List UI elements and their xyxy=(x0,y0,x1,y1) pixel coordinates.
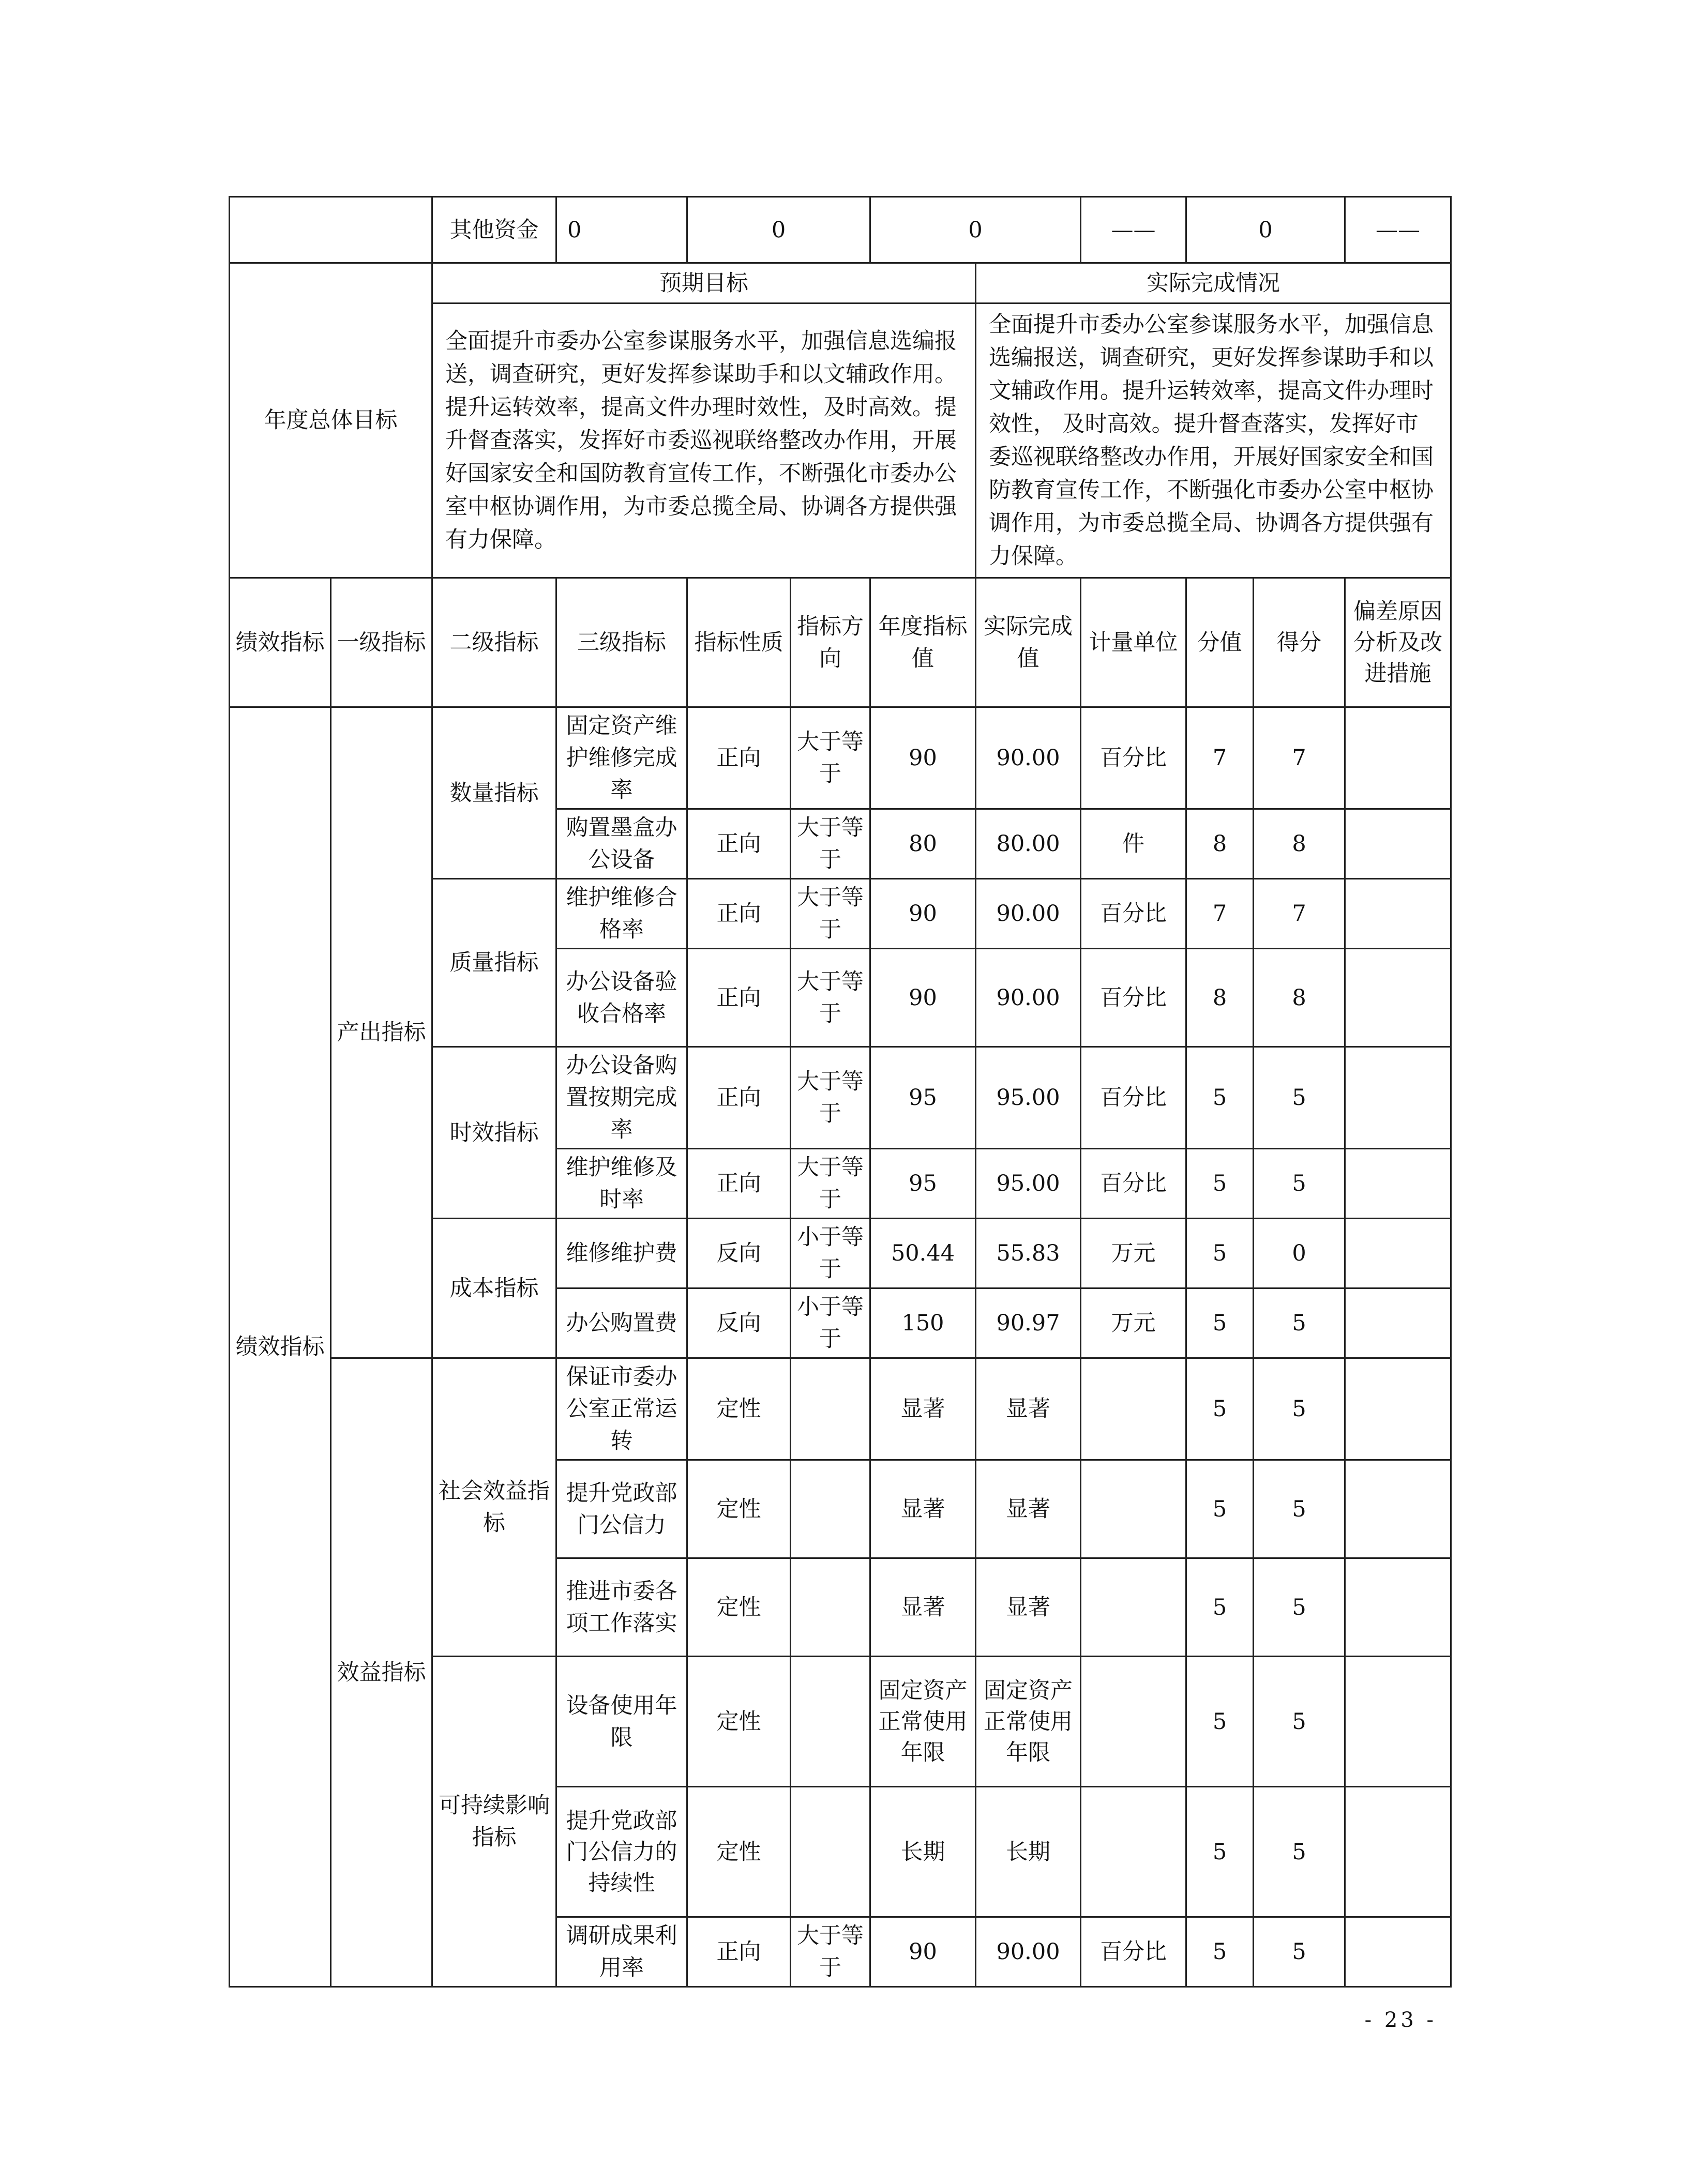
indicator-header-row xyxy=(230,578,1451,707)
indicator-actual: 显著 xyxy=(976,1460,1081,1558)
indicator-weight: 8 xyxy=(1186,809,1254,879)
indicator-direction: 小于等于 xyxy=(791,1219,870,1288)
indicator-direction: 大于等于 xyxy=(791,1149,870,1219)
indicator-nature: 正向 xyxy=(687,809,791,879)
level1-output: 产出指标 xyxy=(331,707,432,1358)
indicator-weight: 5 xyxy=(1186,1047,1254,1149)
indicator-nature: 定性 xyxy=(687,1558,791,1657)
indicator-weight: 8 xyxy=(1186,949,1254,1047)
indicator-note xyxy=(1345,809,1451,879)
indicator-nature: 正向 xyxy=(687,707,791,809)
indicator-target: 90 xyxy=(870,949,976,1047)
other-funds-value: 0 xyxy=(870,197,1081,263)
indicator-target: 95 xyxy=(870,1149,976,1219)
indicator-score: 5 xyxy=(1254,1460,1345,1558)
other-funds-value: 0 xyxy=(1186,197,1345,263)
indicator-unit: 百分比 xyxy=(1081,707,1186,809)
indicator-score: 5 xyxy=(1254,1657,1345,1787)
indicator-nature: 反向 xyxy=(687,1219,791,1288)
indicator-unit: 百分比 xyxy=(1081,1149,1186,1219)
indicator-weight: 7 xyxy=(1186,707,1254,809)
indicator-note xyxy=(1345,1917,1451,1987)
header-cell: 指标性质 xyxy=(687,578,791,707)
indicator-unit: 百分比 xyxy=(1081,879,1186,949)
indicator-target: 显著 xyxy=(870,1460,976,1558)
expected-goal-header: 预期目标 xyxy=(432,263,976,304)
indicator-weight: 5 xyxy=(1186,1657,1254,1787)
indicator-note xyxy=(1345,707,1451,809)
other-funds-value: —— xyxy=(1081,197,1186,263)
indicator-unit xyxy=(1081,1787,1186,1917)
indicator-score: 5 xyxy=(1254,1787,1345,1917)
indicator-direction xyxy=(791,1787,870,1917)
indicator-actual: 显著 xyxy=(976,1558,1081,1657)
expected-goal-text: 全面提升市委办公室参谋服务水平，加强信息选编报送，调查研究，更好发挥参谋助手和以文辅政作用。提升运转效率，提高文件办理时效性，及时高效。提升督查落实，发挥好市委巡视联络整改办作用，开展好国家安全和国防教育宣传工作，不断强化市委办公室中枢协调作用，为市委总揽全局、协调各方提供强有力保障。 xyxy=(432,304,976,578)
indicator-name: 推进市委各项工作落实 xyxy=(556,1558,687,1657)
indicator-direction: 小于等于 xyxy=(791,1288,870,1358)
indicator-name: 购置墨盒办公设备 xyxy=(556,809,687,879)
header-cell: 指标方向 xyxy=(791,578,870,707)
annual-goal-label: 年度总体目标 xyxy=(230,263,432,578)
indicator-score: 5 xyxy=(1254,1288,1345,1358)
indicator-weight: 5 xyxy=(1186,1460,1254,1558)
level1-benefit: 效益指标 xyxy=(331,1358,432,1987)
indicator-name: 提升党政部门公信力的持续性 xyxy=(556,1787,687,1917)
indicator-note xyxy=(1345,1460,1451,1558)
indicator-name: 办公设备验收合格率 xyxy=(556,949,687,1047)
indicator-direction: 大于等于 xyxy=(791,707,870,809)
indicator-unit: 百分比 xyxy=(1081,1917,1186,1987)
indicator-score: 5 xyxy=(1254,1917,1345,1987)
indicator-score: 8 xyxy=(1254,809,1345,879)
indicator-target: 150 xyxy=(870,1288,976,1358)
level2-social: 社会效益指标 xyxy=(432,1358,556,1657)
table-row xyxy=(230,707,1451,809)
indicator-unit xyxy=(1081,1558,1186,1657)
indicator-nature: 正向 xyxy=(687,1149,791,1219)
level2-sustainable: 可持续影响指标 xyxy=(432,1657,556,1987)
indicator-unit xyxy=(1081,1657,1186,1787)
performance-table xyxy=(229,196,1452,1988)
indicator-note xyxy=(1345,1657,1451,1787)
indicator-actual: 长期 xyxy=(976,1787,1081,1917)
indicator-name: 办公设备购置按期完成率 xyxy=(556,1047,687,1149)
indicator-nature: 正向 xyxy=(687,949,791,1047)
indicator-note xyxy=(1345,1149,1451,1219)
indicator-target: 显著 xyxy=(870,1558,976,1657)
indicator-actual: 90.97 xyxy=(976,1288,1081,1358)
indicator-nature: 反向 xyxy=(687,1288,791,1358)
indicator-name: 调研成果利用率 xyxy=(556,1917,687,1987)
indicator-weight: 5 xyxy=(1186,1358,1254,1460)
header-cell: 二级指标 xyxy=(432,578,556,707)
indicator-actual: 95.00 xyxy=(976,1047,1081,1149)
header-cell: 三级指标 xyxy=(556,578,687,707)
indicator-unit xyxy=(1081,1358,1186,1460)
indicator-target: 固定资产正常使用年限 xyxy=(870,1657,976,1787)
indicator-note xyxy=(1345,1047,1451,1149)
indicator-actual: 固定资产正常使用年限 xyxy=(976,1657,1081,1787)
indicator-name: 固定资产维护维修完成率 xyxy=(556,707,687,809)
header-cell: 实际完成值 xyxy=(976,578,1081,707)
indicator-note xyxy=(1345,949,1451,1047)
indicator-note xyxy=(1345,879,1451,949)
indicator-weight: 5 xyxy=(1186,1558,1254,1657)
empty-cell xyxy=(230,197,432,263)
indicator-actual: 80.00 xyxy=(976,809,1081,879)
indicator-direction: 大于等于 xyxy=(791,1047,870,1149)
actual-result-header: 实际完成情况 xyxy=(976,263,1451,304)
header-cell: 年度指标值 xyxy=(870,578,976,707)
indicator-weight: 5 xyxy=(1186,1917,1254,1987)
indicator-unit: 万元 xyxy=(1081,1288,1186,1358)
indicator-nature: 定性 xyxy=(687,1460,791,1558)
header-cell: 绩效指标 xyxy=(230,578,331,707)
header-cell: 得分 xyxy=(1254,578,1345,707)
indicator-name: 维护维修合格率 xyxy=(556,879,687,949)
indicator-unit: 件 xyxy=(1081,809,1186,879)
indicator-score: 7 xyxy=(1254,879,1345,949)
indicator-actual: 90.00 xyxy=(976,1917,1081,1987)
indicator-weight: 5 xyxy=(1186,1149,1254,1219)
section-label: 绩效指标 xyxy=(230,707,331,1987)
indicator-name: 提升党政部门公信力 xyxy=(556,1460,687,1558)
indicator-nature: 定性 xyxy=(687,1358,791,1460)
indicator-score: 0 xyxy=(1254,1219,1345,1288)
indicator-nature: 正向 xyxy=(687,1917,791,1987)
indicator-target: 80 xyxy=(870,809,976,879)
indicator-actual: 显著 xyxy=(976,1358,1081,1460)
other-funds-value: 0 xyxy=(556,197,687,263)
indicator-target: 95 xyxy=(870,1047,976,1149)
level2-quantity: 数量指标 xyxy=(432,707,556,879)
actual-result-text: 全面提升市委办公室参谋服务水平，加强信息选编报送，调查研究，更好发挥参谋助手和以文辅政作用。提升运转效率，提高文件办理时效性， 及时高效。提升督查落实，发挥好市委巡视联络整改办作用，开展好国家安全和国防教育宣传工作，不断强化市委办公室中枢协调作用，为市委总揽全局、协调各方提供强有力保障。 xyxy=(976,304,1451,578)
indicator-direction: 大于等于 xyxy=(791,809,870,879)
indicator-nature: 定性 xyxy=(687,1657,791,1787)
indicator-direction: 大于等于 xyxy=(791,1917,870,1987)
header-cell: 计量单位 xyxy=(1081,578,1186,707)
indicator-note xyxy=(1345,1787,1451,1917)
other-funds-value: 0 xyxy=(687,197,870,263)
indicator-nature: 正向 xyxy=(687,879,791,949)
indicator-direction xyxy=(791,1358,870,1460)
indicator-note xyxy=(1345,1558,1451,1657)
indicator-score: 5 xyxy=(1254,1047,1345,1149)
header-cell: 偏差原因分析及改进措施 xyxy=(1345,578,1451,707)
indicator-score: 7 xyxy=(1254,707,1345,809)
other-funds-value: —— xyxy=(1345,197,1451,263)
indicator-score: 5 xyxy=(1254,1149,1345,1219)
indicator-weight: 5 xyxy=(1186,1288,1254,1358)
indicator-target: 90 xyxy=(870,879,976,949)
indicator-target: 50.44 xyxy=(870,1219,976,1288)
indicator-direction: 大于等于 xyxy=(791,949,870,1047)
indicator-name: 保证市委办公室正常运转 xyxy=(556,1358,687,1460)
indicator-direction: 大于等于 xyxy=(791,879,870,949)
indicator-nature: 正向 xyxy=(687,1047,791,1149)
indicator-target: 长期 xyxy=(870,1787,976,1917)
indicator-target: 显著 xyxy=(870,1358,976,1460)
indicator-score: 8 xyxy=(1254,949,1345,1047)
indicator-actual: 90.00 xyxy=(976,707,1081,809)
indicator-note xyxy=(1345,1288,1451,1358)
indicator-nature: 定性 xyxy=(687,1787,791,1917)
indicator-unit: 万元 xyxy=(1081,1219,1186,1288)
table-row xyxy=(230,1358,1451,1460)
goal-header-row xyxy=(230,263,1451,304)
level2-cost: 成本指标 xyxy=(432,1219,556,1358)
indicator-name: 设备使用年限 xyxy=(556,1657,687,1787)
indicator-unit xyxy=(1081,1460,1186,1558)
indicator-name: 维修维护费 xyxy=(556,1219,687,1288)
indicator-unit: 百分比 xyxy=(1081,1047,1186,1149)
indicator-direction xyxy=(791,1558,870,1657)
header-cell: 分值 xyxy=(1186,578,1254,707)
indicator-actual: 90.00 xyxy=(976,949,1081,1047)
indicator-target: 90 xyxy=(870,1917,976,1987)
indicator-name: 维护维修及时率 xyxy=(556,1149,687,1219)
indicator-direction xyxy=(791,1460,870,1558)
header-cell: 一级指标 xyxy=(331,578,432,707)
page-number: - 23 - xyxy=(1364,2008,1437,2032)
indicator-name: 办公购置费 xyxy=(556,1288,687,1358)
indicator-actual: 95.00 xyxy=(976,1149,1081,1219)
indicator-actual: 90.00 xyxy=(976,879,1081,949)
indicator-score: 5 xyxy=(1254,1558,1345,1657)
indicator-weight: 5 xyxy=(1186,1219,1254,1288)
indicator-weight: 5 xyxy=(1186,1787,1254,1917)
indicator-note xyxy=(1345,1358,1451,1460)
indicator-note xyxy=(1345,1219,1451,1288)
indicator-target: 90 xyxy=(870,707,976,809)
other-funds-label: 其他资金 xyxy=(432,197,556,263)
indicator-actual: 55.83 xyxy=(976,1219,1081,1288)
indicator-score: 5 xyxy=(1254,1358,1345,1460)
level2-timeliness: 时效指标 xyxy=(432,1047,556,1219)
other-funds-row xyxy=(230,197,1451,263)
level2-quality: 质量指标 xyxy=(432,879,556,1047)
indicator-unit: 百分比 xyxy=(1081,949,1186,1047)
indicator-weight: 7 xyxy=(1186,879,1254,949)
indicator-direction xyxy=(791,1657,870,1787)
